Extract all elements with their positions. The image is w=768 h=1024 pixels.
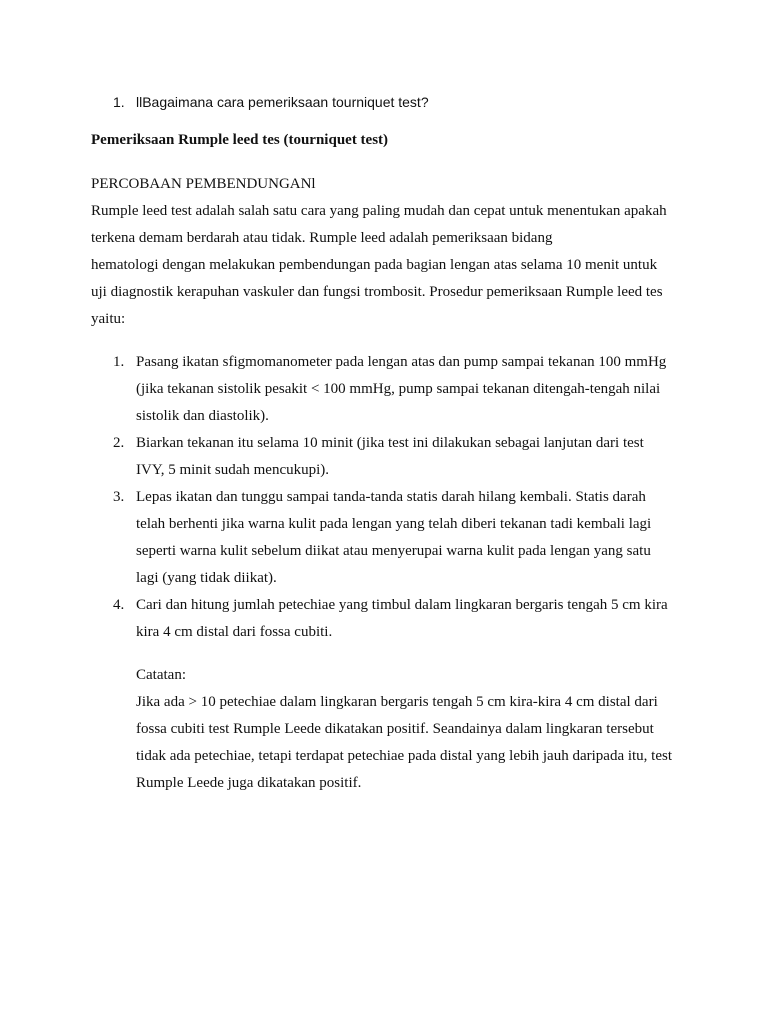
step-line: telah berhenti jika warna kulit pada lengan yang telah diberi tekanan tadi kembali lagi — [136, 516, 652, 532]
note-line: Rumple Leede juga dikatakan positif. — [136, 775, 362, 791]
heading-percobaan: PERCOBAAN PEMBENDUNGANl — [91, 176, 316, 192]
intro-line: terkena demam berdarah atau tidak. Rumple leed adalah pemeriksaan bidang — [91, 230, 553, 246]
step-line: (jika tekanan sistolik pesakit < 100 mmHg, pump sampai tekanan ditengah-tengah nilai — [136, 381, 661, 397]
note-label: Catatan: — [136, 667, 186, 683]
intro-line: uji diagnostik kerapuhan vaskuler dan fungsi trombosit. Prosedur pemeriksaan Rumple leed tes — [91, 284, 663, 300]
step-line: Lepas ikatan dan tunggu sampai tanda-tanda statis darah hilang kembali. Statis darah — [136, 489, 646, 505]
step-line: lagi (yang tidak diikat). — [136, 570, 277, 586]
note-line: tidak ada petechiae, tetapi terdapat petechiae pada distal yang lebih jauh daripada itu, test — [136, 748, 673, 764]
intro-line: hematologi dengan melakukan pembendungan pada bagian lengan atas selama 10 menit untuk — [91, 257, 658, 273]
step-line: seperti warna kulit sebelum diikat atau menyerupai warna kulit pada lengan yang satu — [136, 543, 651, 559]
step-line: Cari dan hitung jumlah petechiae yang timbul dalam lingkaran bergaris tengah 5 cm kira — [136, 597, 668, 613]
step-line: Biarkan tekanan itu selama 10 minit (jika test ini dilakukan sebagai lanjutan dari test — [136, 435, 644, 451]
step-line: IVY, 5 minit sudah mencukupi). — [136, 462, 330, 478]
step-number: 2. — [113, 435, 125, 451]
heading-rumple-leed: Pemeriksaan Rumple leed tes (tourniquet test) — [91, 132, 389, 148]
note-line: fossa cubiti test Rumple Leede dikatakan positif. Seandainya dalam lingkaran tersebut — [136, 721, 654, 737]
step-number: 3. — [113, 489, 125, 505]
step-number: 4. — [113, 597, 125, 613]
step-line: kira 4 cm distal dari fossa cubiti. — [136, 624, 333, 640]
step-line: sistolik dan diastolik). — [136, 408, 269, 424]
question-text: llBagaimana cara pemeriksaan tourniquet test? — [136, 94, 429, 110]
intro-line: yaitu: — [91, 311, 126, 327]
step-number: 1. — [113, 354, 125, 370]
question-number: 1. — [113, 94, 125, 110]
step-line: Pasang ikatan sfigmomanometer pada lengan atas dan pump sampai tekanan 100 mmHg — [136, 354, 667, 370]
note-line: Jika ada > 10 petechiae dalam lingkaran bergaris tengah 5 cm kira-kira 4 cm distal dari — [136, 694, 658, 710]
intro-line: Rumple leed test adalah salah satu cara yang paling mudah dan cepat untuk menentukan apakah — [91, 203, 667, 219]
